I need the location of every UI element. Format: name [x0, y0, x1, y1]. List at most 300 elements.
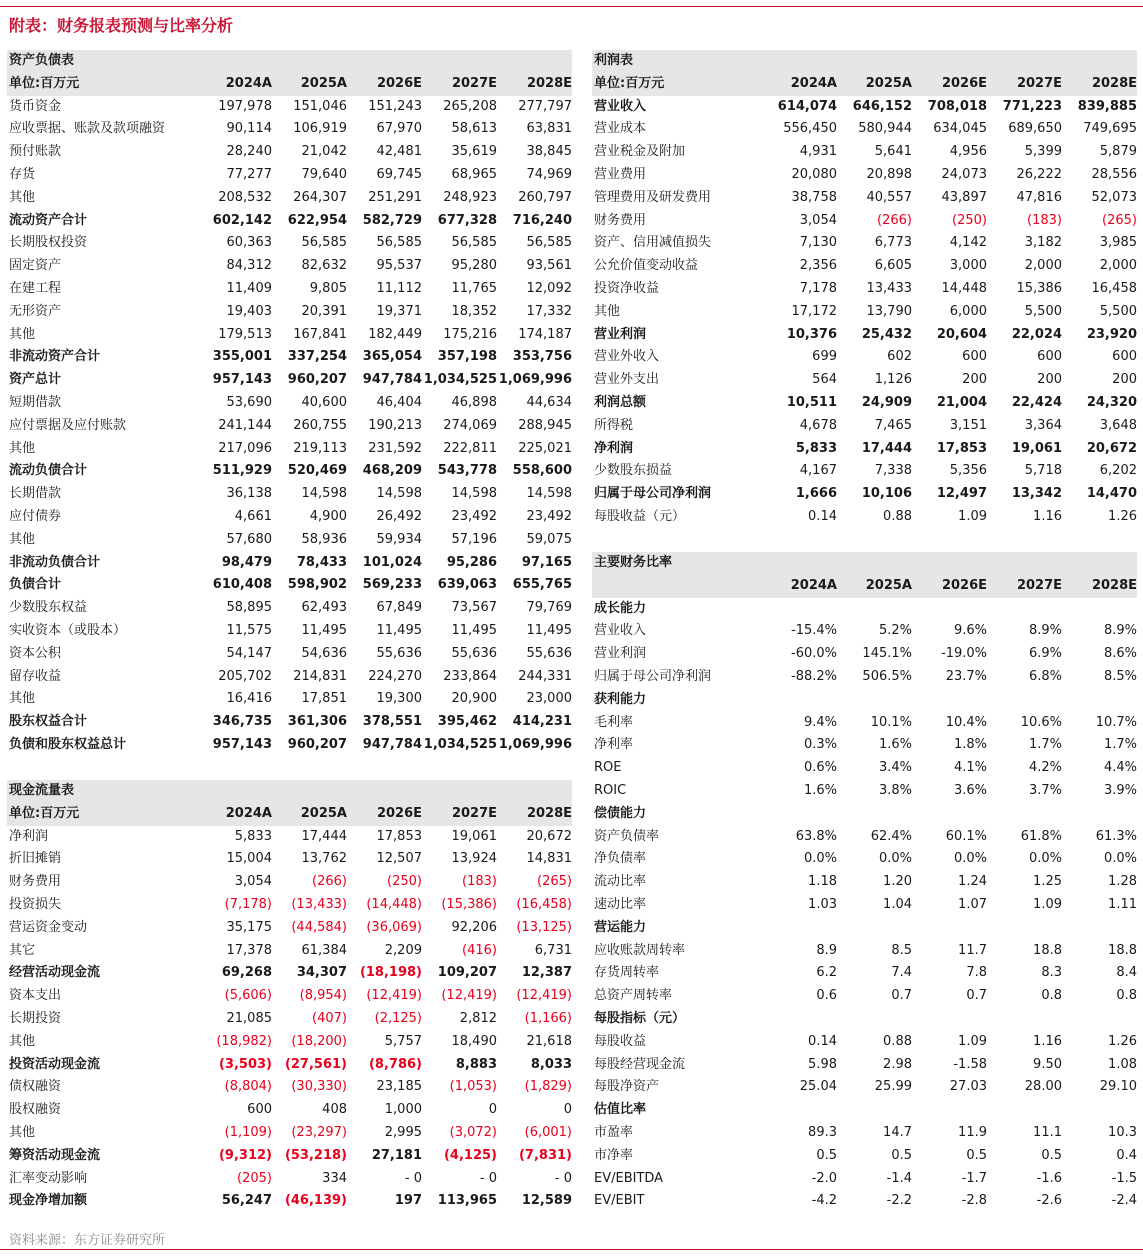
cell-value: (44,584)	[291, 919, 347, 935]
cell-value: (265)	[1102, 212, 1137, 228]
cell-value: 0.5	[816, 1147, 837, 1163]
cell-value: 21,618	[526, 1033, 572, 1049]
cell-value: -2.6	[1036, 1193, 1062, 1209]
cell-value: 0.3%	[803, 737, 837, 753]
cell-value: (8,804)	[224, 1079, 272, 1095]
cell-value	[762, 689, 837, 712]
cell-value: 6,731	[534, 942, 572, 958]
table-title-row	[592, 552, 1137, 575]
cell-value: 58,613	[451, 121, 497, 137]
cell-value: 58,895	[226, 600, 272, 616]
table-row	[592, 255, 1137, 278]
cell-value: 13,342	[1011, 486, 1062, 502]
cell-value: 2,000	[1024, 258, 1062, 274]
row-label: 营业收入	[594, 98, 647, 114]
cell-value: 56,585	[526, 235, 572, 251]
cell-value: 23,000	[526, 691, 572, 707]
year-header: 2026E	[941, 75, 987, 91]
table-row	[592, 757, 1137, 780]
cell-value: 62,493	[301, 600, 347, 616]
cell-value	[987, 689, 1062, 712]
table-row	[7, 1099, 572, 1122]
table-row	[7, 985, 572, 1008]
cell-value: 0.5	[1041, 1147, 1062, 1163]
table-row	[592, 301, 1137, 324]
cell-value: 7.4	[891, 965, 912, 981]
row-label: 营业外支出	[594, 372, 660, 388]
cell-value: 361,306	[287, 714, 347, 730]
table-row	[7, 187, 572, 210]
table-row	[7, 826, 572, 849]
cell-value: 1.16	[1033, 1033, 1062, 1049]
cell-value: 0.0%	[953, 851, 987, 867]
cell-value: 23,185	[376, 1079, 422, 1095]
cell-value: 40,557	[866, 189, 912, 205]
cell-value: 38,758	[791, 189, 837, 205]
cell-value: -88.2%	[791, 668, 837, 684]
table-row	[592, 894, 1137, 917]
cell-value: 10,511	[786, 394, 837, 410]
table-row	[592, 962, 1137, 985]
cell-value: 365,054	[362, 349, 422, 365]
table-row	[592, 848, 1137, 871]
table-row	[592, 369, 1137, 392]
row-label: 投资损失	[9, 896, 62, 912]
row-label: 财务费用	[9, 874, 62, 890]
row-label: 股权融资	[9, 1102, 62, 1118]
cell-value: 8.5%	[1103, 668, 1137, 684]
table-row	[7, 552, 572, 575]
table-row	[7, 871, 572, 894]
table-row	[7, 529, 572, 552]
cell-value: 5,879	[1099, 144, 1137, 160]
table-row	[7, 574, 572, 597]
row-label: 债权融资	[9, 1079, 62, 1095]
table-row	[592, 620, 1137, 643]
cell-value: 355,001	[212, 349, 272, 365]
cell-value: (12,419)	[516, 988, 572, 1004]
cell-value: 569,233	[362, 577, 422, 593]
cell-value: 334	[322, 1170, 347, 1186]
cell-value: 1,034,525	[423, 736, 497, 752]
cell-value: 8.5	[891, 942, 912, 958]
cell-value: 62.4%	[870, 828, 912, 844]
unit-label: 单位:百万元	[9, 805, 80, 821]
table-row	[7, 415, 572, 438]
cell-value	[1062, 1008, 1137, 1031]
row-label: 货币资金	[9, 98, 62, 114]
cell-value: 543,778	[437, 463, 497, 479]
cell-value: 1,666	[795, 486, 837, 502]
cell-value: 0.0%	[1103, 851, 1137, 867]
cell-value: 197	[394, 1193, 422, 1209]
table-row	[592, 1076, 1137, 1099]
cell-value: - 0	[554, 1170, 572, 1186]
table-row	[7, 1145, 572, 1168]
table-row	[592, 666, 1137, 689]
cell-value: (4,125)	[443, 1147, 497, 1163]
cell-value	[1062, 803, 1137, 826]
table-row	[592, 118, 1137, 141]
row-label: 股东权益合计	[9, 714, 88, 730]
row-label: 营业税金及附加	[594, 144, 686, 160]
cell-value: 0.88	[883, 508, 912, 524]
source-note: 资料来源：东方证券研究所	[9, 1233, 166, 1248]
section-row	[592, 917, 1137, 940]
cell-value	[837, 917, 912, 940]
row-label: 非流动负债合计	[9, 554, 101, 570]
cell-value: 60.1%	[945, 828, 987, 844]
table-row	[592, 96, 1137, 119]
cell-value: 1.20	[883, 874, 912, 890]
cell-value: (27,561)	[284, 1056, 347, 1072]
cell-value: 175,216	[443, 326, 497, 342]
table-row	[7, 848, 572, 871]
cell-value: 61.3%	[1095, 828, 1137, 844]
cell-value: (416)	[462, 942, 497, 958]
row-label: 少数股东权益	[9, 600, 88, 616]
cell-value: 602	[887, 349, 912, 365]
table-row	[7, 643, 572, 666]
cell-value: 10.1%	[870, 714, 912, 730]
table-header-row	[7, 73, 572, 96]
cell-value: 5,757	[384, 1033, 422, 1049]
cell-value: 67,970	[376, 121, 422, 137]
cell-value: 26,222	[1016, 166, 1062, 182]
row-label: 所得税	[594, 417, 634, 433]
cell-value: 18,352	[451, 303, 497, 319]
table-row	[592, 392, 1137, 415]
cell-value: -2.4	[1111, 1193, 1137, 1209]
cell-value: 113,965	[437, 1193, 497, 1209]
cell-value: 20,080	[791, 166, 837, 182]
row-label: 长期投资	[9, 1010, 62, 1026]
table-row	[592, 141, 1137, 164]
table-row	[7, 96, 572, 119]
row-label: 现金净增加额	[9, 1193, 88, 1209]
table-row	[7, 1031, 572, 1054]
cell-value: 9,805	[309, 280, 347, 296]
cell-value: 17,332	[526, 303, 572, 319]
cell-value: 1.24	[958, 874, 987, 890]
financial-ratios-table	[592, 552, 1137, 1213]
cell-value: 622,954	[287, 212, 347, 228]
cell-value: 222,811	[443, 440, 497, 456]
table-row	[592, 438, 1137, 461]
cell-value: 248,923	[443, 189, 497, 205]
cell-value: 23,492	[526, 508, 572, 524]
cell-value: (18,200)	[291, 1033, 347, 1049]
table-row	[592, 643, 1137, 666]
row-label: 流动负债合计	[9, 463, 88, 479]
cell-value: 8.9%	[1103, 623, 1137, 639]
income-statement-table	[592, 50, 1137, 529]
year-header: 2025A	[300, 805, 347, 821]
year-header: 2028E	[1091, 577, 1137, 593]
cell-value: 7,465	[874, 417, 912, 433]
cell-value: 10.6%	[1020, 714, 1062, 730]
cell-value: 14,470	[1086, 486, 1137, 502]
row-label: 其他	[594, 303, 621, 319]
year-header: 2027E	[1016, 577, 1062, 593]
table-row	[7, 210, 572, 233]
cell-value: 3,364	[1024, 417, 1062, 433]
cell-value: (266)	[312, 874, 347, 890]
cell-value: 3.6%	[953, 782, 987, 798]
cell-value: 21,004	[936, 394, 987, 410]
table-row	[7, 917, 572, 940]
section-row	[592, 598, 1137, 621]
cell-value: 25.99	[874, 1079, 912, 1095]
cell-value: (250)	[952, 212, 987, 228]
cell-value: 18.8	[1108, 942, 1137, 958]
cell-value: 0.7	[891, 988, 912, 1004]
cell-value: 960,207	[287, 372, 347, 388]
cell-value: 151,243	[368, 98, 422, 114]
year-header: 2027E	[451, 805, 497, 821]
cell-value: 1,069,996	[498, 736, 572, 752]
table-row	[7, 460, 572, 483]
cell-value: 1.09	[958, 508, 987, 524]
row-label: 利润总额	[594, 394, 647, 410]
table-row	[7, 940, 572, 963]
table-row	[7, 141, 572, 164]
row-label: 偿债能力	[594, 805, 647, 821]
year-header: 2025A	[300, 75, 347, 91]
cell-value: (1,166)	[524, 1010, 572, 1026]
cell-value: 56,585	[451, 235, 497, 251]
cell-value: 395,462	[437, 714, 497, 730]
cell-value: 12,589	[521, 1193, 572, 1209]
cell-value: 19,061	[1011, 440, 1062, 456]
row-label: 短期借款	[9, 394, 62, 410]
cell-value: 28,240	[226, 144, 272, 160]
cell-value: 68,965	[451, 166, 497, 182]
cell-value: 20,900	[451, 691, 497, 707]
cell-value	[912, 803, 987, 826]
cell-value: 5,356	[949, 463, 987, 479]
row-label: 营运能力	[594, 919, 647, 935]
cell-value: 69,268	[221, 965, 272, 981]
cell-value: 17,444	[301, 828, 347, 844]
cell-value: 14.7	[883, 1124, 912, 1140]
cell-value: (30,330)	[291, 1079, 347, 1095]
cell-value: 1.03	[808, 896, 837, 912]
cell-value: (183)	[1027, 212, 1062, 228]
row-label: 其他	[9, 531, 36, 547]
cell-value: 18,490	[451, 1033, 497, 1049]
table-row	[7, 1122, 572, 1145]
cell-value: 8.3	[1041, 965, 1062, 981]
table-row	[592, 1190, 1137, 1213]
cell-value: 11,495	[376, 622, 422, 638]
table-header-row	[592, 73, 1137, 96]
cell-value: 93,561	[526, 258, 572, 274]
cell-value: 205,702	[218, 668, 272, 684]
cell-value: 0.14	[808, 508, 837, 524]
cell-value: 21,085	[226, 1010, 272, 1026]
cell-value: 15,386	[1016, 280, 1062, 296]
cell-value	[912, 917, 987, 940]
cell-value: (1,829)	[524, 1079, 572, 1095]
table-row	[592, 187, 1137, 210]
row-label: 速动比率	[594, 896, 647, 912]
cell-value	[987, 1099, 1062, 1122]
cell-value: (8,954)	[299, 988, 347, 1004]
cell-value: 214,831	[293, 668, 347, 684]
table-row	[592, 460, 1137, 483]
cell-value: 67,849	[376, 600, 422, 616]
cell-value	[762, 1099, 837, 1122]
table-row	[592, 278, 1137, 301]
cell-value: -60.0%	[791, 646, 837, 662]
cell-value: (23,297)	[291, 1124, 347, 1140]
table-row	[592, 506, 1137, 529]
cell-value: 4.1%	[953, 760, 987, 776]
cell-value: 9.4%	[803, 714, 837, 730]
row-label: 汇率变动影响	[9, 1170, 88, 1186]
cell-value	[1062, 917, 1137, 940]
cell-value: 639,063	[437, 577, 497, 593]
cell-value: 378,551	[362, 714, 422, 730]
cell-value: 9.50	[1033, 1056, 1062, 1072]
table-row	[7, 894, 572, 917]
cell-value: 13,433	[866, 280, 912, 296]
cell-value: 3,985	[1099, 235, 1137, 251]
table-row	[592, 940, 1137, 963]
cell-value	[837, 1008, 912, 1031]
row-label: ROIC	[594, 782, 627, 798]
cell-value: 82,632	[301, 258, 347, 274]
cell-value: 3,054	[234, 874, 272, 890]
cell-value: 79,640	[301, 166, 347, 182]
cell-value: 40,600	[301, 394, 347, 410]
table-row	[7, 369, 572, 392]
cell-value: 27,181	[371, 1147, 422, 1163]
cell-value: 11,112	[376, 280, 422, 296]
table-row	[7, 164, 572, 187]
cell-value: 4,661	[234, 508, 272, 524]
cell-value: 506.5%	[862, 668, 912, 684]
cell-value: 8.9	[816, 942, 837, 958]
cell-value: 1.08	[1108, 1056, 1137, 1072]
table-row	[7, 1054, 572, 1077]
row-label: 折旧摊销	[9, 851, 62, 867]
cell-value: 78,433	[296, 554, 347, 570]
cell-value: (7,831)	[518, 1147, 572, 1163]
cell-value: 23.7%	[945, 668, 987, 684]
row-label: 公允价值变动收益	[594, 258, 699, 274]
cell-value: 19,061	[451, 828, 497, 844]
cell-value: 0.0%	[1028, 851, 1062, 867]
row-label: 资产负债率	[594, 828, 660, 844]
cell-value: 17,853	[376, 828, 422, 844]
cell-value: 260,755	[293, 417, 347, 433]
table-row	[592, 1054, 1137, 1077]
cell-value: 26,492	[376, 508, 422, 524]
cell-value: 11,495	[526, 622, 572, 638]
cell-value: -2.8	[961, 1193, 987, 1209]
section-row	[592, 1008, 1137, 1031]
cell-value: 5,718	[1024, 463, 1062, 479]
cell-value	[837, 689, 912, 712]
cell-value: 55,636	[376, 645, 422, 661]
cell-value: 151,046	[293, 98, 347, 114]
cell-value: 957,143	[212, 736, 272, 752]
row-label: 存货周转率	[594, 965, 660, 981]
row-label: 资产、信用减值损失	[594, 235, 712, 251]
cell-value: 95,280	[451, 258, 497, 274]
cell-value: 200	[1037, 372, 1062, 388]
row-label: 少数股东损益	[594, 463, 673, 479]
cell-value: (265)	[537, 874, 572, 890]
cell-value: 3,054	[799, 212, 837, 228]
cell-value: 92,206	[451, 919, 497, 935]
row-label: 营业利润	[594, 646, 647, 662]
cell-value: 0.5	[966, 1147, 987, 1163]
table-row	[592, 734, 1137, 757]
cell-value: 47,816	[1016, 189, 1062, 205]
cell-value	[837, 803, 912, 826]
cell-value	[912, 1008, 987, 1031]
cell-value: 17,853	[936, 440, 987, 456]
cell-value: 25.04	[799, 1079, 837, 1095]
row-label: 净利润	[594, 440, 634, 456]
row-label: 管理费用及研发费用	[594, 189, 712, 205]
cell-value: 0	[563, 1102, 572, 1118]
cell-value: 15,004	[226, 851, 272, 867]
cell-value: 0.8	[1041, 988, 1062, 1004]
cell-value: 8,033	[530, 1056, 572, 1072]
cell-value: 179,513	[218, 326, 272, 342]
year-header: 2024A	[790, 577, 837, 593]
cell-value: 251,291	[368, 189, 422, 205]
cell-value: 716,240	[512, 212, 572, 228]
cell-value	[987, 803, 1062, 826]
cell-value: 11,495	[301, 622, 347, 638]
cell-value: 35,619	[451, 144, 497, 160]
cell-value: 13,790	[866, 303, 912, 319]
cell-value: (12,419)	[366, 988, 422, 1004]
cell-value: (407)	[312, 1010, 347, 1026]
cell-value: 10,376	[786, 326, 837, 342]
cell-value: 600	[1112, 349, 1137, 365]
cell-value: 17,851	[301, 691, 347, 707]
cell-value: (1,109)	[224, 1124, 272, 1140]
year-header: 2027E	[451, 75, 497, 91]
cell-value: 708,018	[927, 98, 987, 114]
cell-value: 8,883	[455, 1056, 497, 1072]
cell-value	[762, 598, 837, 621]
cell-value: 1.26	[1108, 1033, 1137, 1049]
cell-value: 1.25	[1033, 874, 1062, 890]
cell-value: 101,024	[362, 554, 422, 570]
row-label: 财务费用	[594, 212, 647, 228]
cell-value: 9.6%	[953, 623, 987, 639]
cell-value	[1062, 689, 1137, 712]
cell-value	[1062, 1099, 1137, 1122]
cell-value: 16,416	[226, 691, 272, 707]
cell-value: 558,600	[512, 463, 572, 479]
cell-value: 217,096	[218, 440, 272, 456]
cell-value: (3,072)	[449, 1124, 497, 1140]
cell-value: 24,909	[861, 394, 912, 410]
cell-value: 14,598	[526, 486, 572, 502]
cell-value: 22,424	[1011, 394, 1062, 410]
cell-value: 19,371	[376, 303, 422, 319]
row-label: 应付票据及应付账款	[9, 417, 127, 433]
table-row	[7, 688, 572, 711]
